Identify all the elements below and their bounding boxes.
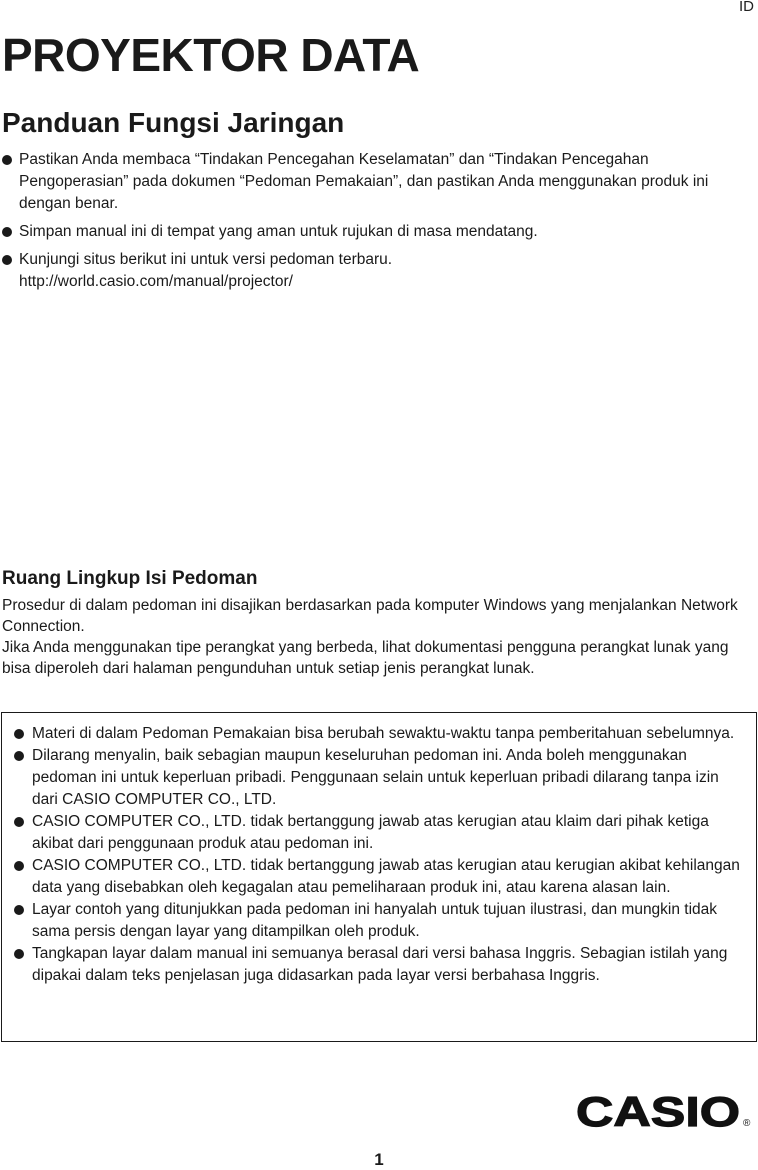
bullet-dot-icon	[2, 227, 12, 237]
notice-text: CASIO COMPUTER CO., LTD. tidak bertanggung jawab atas kerugian atau klaim dari pihak ketiga akibat dari penggunaan produk atau pedoman ini.	[32, 813, 709, 852]
notice-item	[14, 855, 744, 899]
notice-text: Layar contoh yang ditunjukkan pada pedoman ini hanyalah untuk tujuan ilustrasi, dan mungkin tidak sama persis dengan layar yang ditampilkan oleh produk.	[32, 901, 718, 940]
bullet-dot-icon	[2, 255, 12, 265]
bullet-dot-icon	[14, 729, 24, 739]
bullet-dot-icon	[14, 905, 24, 915]
notice-item	[14, 943, 744, 987]
intro-bullet-text: Kunjungi situs berikut ini untuk versi pedoman terbaru.	[19, 251, 393, 268]
document-subtitle: Panduan Fungsi Jaringan	[2, 107, 345, 138]
scope-section	[2, 568, 754, 679]
casio-logo	[575, 1089, 755, 1133]
notice-text: CASIO COMPUTER CO., LTD. tidak bertanggung jawab atas kerugian atau kerugian akibat kehilangan data yang disebabkan oleh kegagalan atau pemeliharaan produk ini, atau karena alasan lain.	[32, 857, 740, 896]
logo-wordmark: CASIO	[576, 1089, 740, 1133]
page-number: 1	[374, 1150, 384, 1169]
notice-box	[1, 712, 757, 1042]
intro-bullet-text: Simpan manual ini di tempat yang aman untuk rujukan di masa mendatang.	[19, 223, 538, 240]
notice-text: Tangkapan layar dalam manual ini semuanya berasal dari versi bahasa Inggris. Sebagian istilah yang dipakai dalam teks penjelasan juga didasarkan pada layar versi berbahasa Inggris.	[32, 945, 728, 984]
notice-item	[14, 899, 744, 943]
notice-item	[14, 745, 744, 811]
intro-bullet-list	[2, 149, 754, 299]
registered-mark: ®	[743, 1118, 751, 1129]
language-tag: ID	[739, 0, 754, 15]
notice-list	[14, 723, 744, 987]
intro-bullet-text: Pastikan Anda membaca “Tindakan Pencegahan Keselamatan” dan “Tindakan Pencegahan Pengoperasian” pada dokumen “Pedoman Pemakaian”, dan pastikan Anda menggunakan produk ini dengan benar.	[19, 151, 709, 212]
notice-text: Materi di dalam Pedoman Pemakaian bisa berubah sewaktu-waktu tanpa pemberitahuan sebelumnya.	[32, 725, 735, 742]
notice-item	[14, 811, 744, 855]
scope-paragraph: Jika Anda menggunakan tipe perangkat yang berbeda, lihat dokumentasi pengguna perangkat lunak yang bisa diperoleh dari halaman pengunduhan untuk setiap jenis perangkat lunak.	[2, 639, 729, 677]
intro-bullet-item	[2, 221, 754, 243]
bullet-dot-icon	[2, 155, 12, 165]
bullet-dot-icon	[14, 861, 24, 871]
bullet-dot-icon	[14, 949, 24, 959]
document-title: PROYEKTOR DATA	[2, 29, 420, 81]
scope-paragraph: Prosedur di dalam pedoman ini disajikan berdasarkan pada komputer Windows yang menjalankan Network Connection.	[2, 597, 738, 635]
intro-bullet-item	[2, 149, 754, 215]
notice-text: Dilarang menyalin, baik sebagian maupun keseluruhan pedoman ini. Anda boleh menggunakan pedoman ini untuk keperluan pribadi. Penggunaan selain untuk keperluan pribadi dilarang tanpa izin dari CASIO COMPUTER CO., LTD.	[32, 747, 719, 808]
notice-item	[14, 723, 744, 745]
bullet-dot-icon	[14, 751, 24, 761]
bullet-dot-icon	[14, 817, 24, 827]
manual-url-link[interactable]: http://world.casio.com/manual/projector/	[19, 273, 293, 290]
scope-heading: Ruang Lingkup Isi Pedoman	[2, 568, 258, 589]
intro-bullet-item	[2, 249, 754, 293]
